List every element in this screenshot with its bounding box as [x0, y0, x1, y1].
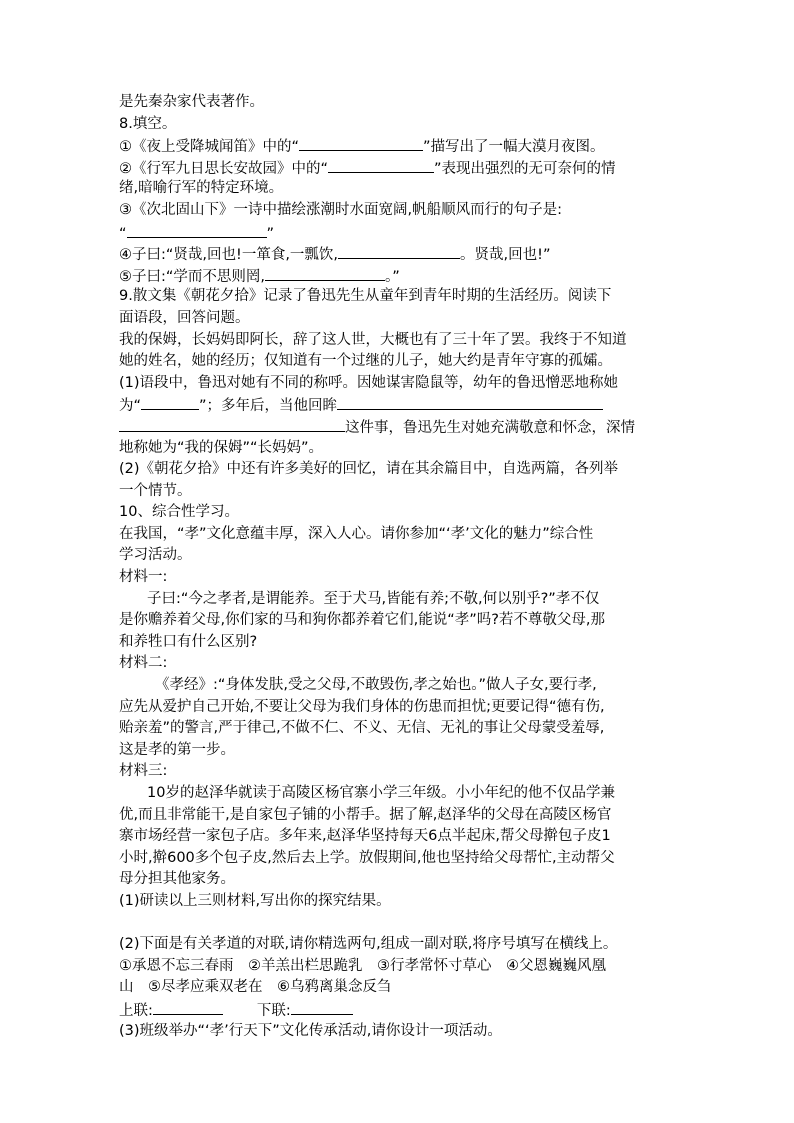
material-3-line: 小时,擀600多个包子皮,然后去上学。放假期间,他也坚持给父母帮忙,主动帮父 [119, 849, 615, 866]
text-line: 地称她为“我的保姆”“长妈妈”。 [119, 439, 324, 456]
question-8-item-4: ④子曰:“贤哉,回也!一箪食,一瓢饮, 。贤哉,回也!” [119, 243, 679, 265]
material-2-line: 《孝经》:“身体发肤,受之父母,不敢毁伤,孝之始也。”做人子女,要行孝, [155, 677, 597, 694]
text-line: 在我国，“孝”文化意蕴丰厚，深入人心。请你参加“‘孝’文化的魅力”综合性 [119, 525, 594, 542]
passage-line: 她的姓名，她的经历；仅知道有一个过继的儿子，她大约是青年守寡的孤孀。 [119, 353, 612, 370]
answer-blank[interactable] [299, 135, 423, 151]
lower-couplet-blank[interactable] [291, 999, 353, 1015]
answer-space[interactable] [119, 913, 679, 935]
answer-blank[interactable] [265, 265, 385, 281]
question-8-title: 8.填空。 [119, 115, 177, 132]
answer-blank[interactable] [141, 394, 199, 410]
answer-blank[interactable] [127, 222, 267, 238]
text-line: 一个情节。 [119, 482, 192, 499]
material-3-line: 母分担其他家务。 [119, 871, 235, 888]
sub-question-1: (1)研读以上三则材料,写出你的探究结果。 [119, 892, 391, 909]
material-3-line: 优,而且非常能干,是自家包子铺的小帮手。据了解,赵泽华的父母在高陵区杨官 [119, 806, 612, 823]
couplet-options: 山 ⑤尽孝应乘双老在 ⑥乌鸦离巢念反刍 [119, 979, 392, 996]
sub-question-3: (3)班级举办“‘孝’行天下”文化传承活动,请你设计一项活动。 [119, 1022, 502, 1039]
couplet-options: ①承恩不忘三春雨 ②羊羔出栏思跪乳 ③行孝常怀寸草心 ④父恩巍巍风凰 [119, 957, 606, 974]
upper-couplet-blank[interactable] [153, 999, 223, 1015]
couplet-answer-line: 上联: 下联: [119, 999, 679, 1021]
material-1-label: 材料一: [119, 569, 168, 586]
answer-blank[interactable] [338, 243, 460, 259]
material-1-line: 子曰:“今之孝者,是谓能养。至于犬马,皆能有养;不敬,何以别乎?”孝不仅 [147, 590, 600, 607]
material-2-line: 这是孝的第一步。 [119, 741, 235, 758]
question-8-item-1: ①《夜上受降城闻笛》中的“ ”描写出了一幅大漠月夜图。 [119, 135, 679, 157]
question-8-item-3-answer: “ ” [119, 222, 679, 244]
text-line: 是先秦杂家代表著作。 [119, 94, 264, 110]
sub-question-2: (2)下面是有关孝道的对联,请你精选两句,组成一副对联,将序号填写在横线上。 [119, 936, 618, 953]
question-9-2: (2)《朝花夕拾》中还有许多美好的回忆，请在其余篇目中，自选两篇，各列举 [119, 461, 619, 478]
material-1-line: 是你赡养着父母,你们家的马和狗你都养着它们,能说“孝”吗?若不尊敬父母,那 [119, 612, 606, 629]
question-8-item-5: ⑤子曰:“学而不思则罔, 。” [119, 265, 679, 287]
document-page [119, 92, 679, 1042]
answer-blank[interactable] [337, 394, 603, 410]
material-2-line: 贻亲羞”的警言,严于律己,不做不仁、不义、无信、无礼的事让父母蒙受羞辱, [119, 720, 605, 737]
material-2-line: 应先从爱护自己开始,不要让父母为我们身体的伤患而担忧;更要记得“德有伤, [119, 698, 605, 715]
answer-blank[interactable] [328, 157, 434, 173]
question-8-item-3: ③《次北固山下》一诗中描绘涨潮时水面宽阔,帆船顺风而行的句子是: [119, 201, 562, 218]
question-8-item-2: ②《行军九日思长安故园》中的“ ”表现出强烈的无可奈何的情 [119, 157, 679, 179]
text-line: 绪,暗喻行军的特定环境。 [119, 180, 284, 197]
material-3-line: 10岁的赵泽华就读于高陵区杨官寨小学三年级。小小年纪的他不仅品学兼 [147, 785, 615, 801]
question-9-1-cont: 为“ ”；多年后，当他回眸 [119, 394, 679, 416]
passage-line: 我的保姆，长妈妈即阿长，辞了这人世，大概也有了三十年了罢。我终于不知道 [119, 331, 627, 348]
question-9-title: 9.散文集《朝花夕拾》记录了鲁迅先生从童年到青年时期的生活经历。阅读下 [119, 288, 612, 305]
question-9-1-cont: 这件事，鲁迅先生对她充满敬意和怀念，深情 [119, 416, 679, 438]
question-9-1: (1)语段中，鲁迅对她有不同的称呼。因她谋害隐鼠等，幼年的鲁迅憎恶地称她 [119, 374, 619, 391]
answer-blank[interactable] [119, 416, 345, 432]
text-line: 学习活动。 [119, 547, 192, 564]
material-3-line: 寨市场经营一家包子店。多年来,赵泽华坚持每天6点半起床,帮父母擀包子皮1 [119, 828, 611, 845]
material-3-label: 材料三: [119, 763, 168, 780]
text-line: 面语段，回答问题。 [119, 309, 250, 326]
material-1-line: 和养牲口有什么区别? [119, 633, 258, 650]
material-2-label: 材料二: [119, 655, 168, 672]
question-10-title: 10、综合性学习。 [119, 504, 239, 521]
